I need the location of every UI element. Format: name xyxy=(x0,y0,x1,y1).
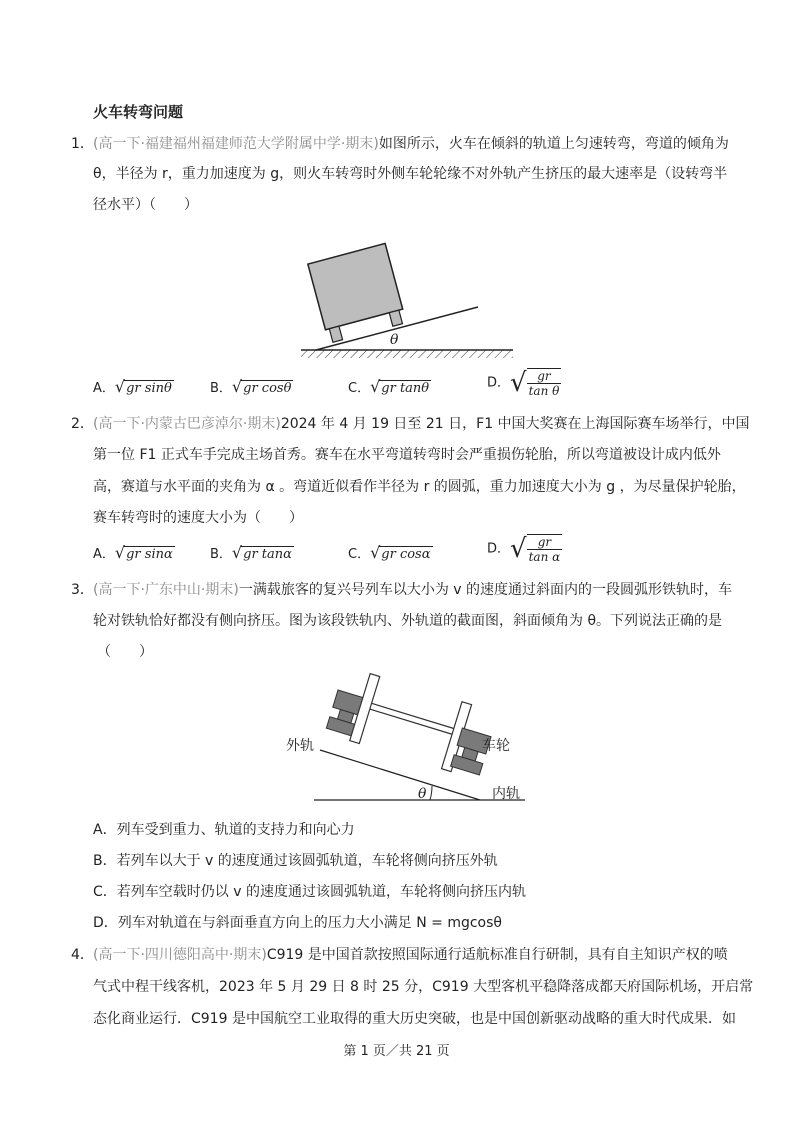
q4-text-line1: C919 是中国首款按照国际通行适航标准自行研制，具有自主知识产权的喷 xyxy=(266,947,728,963)
q3-figure-rail-section xyxy=(280,672,540,804)
q3-figure-theta-label: θ xyxy=(418,786,427,802)
q1-option-d-denominator: tan θ xyxy=(528,384,560,398)
q1-text-line1: 如图所示，火车在倾斜的轨道上匀速转弯，弯道的倾角为 xyxy=(378,136,729,152)
q2-option-d-numerator: gr xyxy=(527,535,563,550)
q4-text-line3: 态化商业运行．C919 是中国航空工业取得的重大历史突破，也是中国创新驱动战略的重大时代成果．如 xyxy=(93,1011,736,1027)
q2-option-b[interactable]: B．√gr tanα xyxy=(210,543,292,562)
q1-option-c[interactable]: C．√gr tanθ xyxy=(348,377,430,396)
q3-figure-wheel-label: 车轮 xyxy=(482,738,510,754)
q4-number: 4． xyxy=(71,947,94,963)
q1-number: 1． xyxy=(71,136,94,152)
q2-option-b-radicand: gr tanα xyxy=(243,547,292,562)
q1-option-b[interactable]: B．√gr cosθ xyxy=(210,377,292,396)
q2-text-line4: 赛车转弯时的速度大小为（ ） xyxy=(93,510,303,526)
q3-option-d[interactable]: D．列车对轨道在与斜面垂直方向上的压力大小满足 N = mgcosθ xyxy=(93,915,502,931)
q1-source: (高一下·福建福州福建师范大学附属中学·期末) xyxy=(93,136,379,152)
q3-text-line1: 一满载旅客的复兴号列车以大小为 v 的速度通过斜面内的一段圆弧形铁轨时，车 xyxy=(238,582,733,598)
q2-source: (高一下·内蒙古巴彦淖尔·期末) xyxy=(93,416,281,432)
q1-option-a-radicand: gr sinθ xyxy=(126,381,172,396)
q3-text-line3: （ ） xyxy=(97,644,153,660)
q2-text-line2: 第一位 F1 正式车手完成主场首秀。赛车在水平弯道转弯时会严重损伤轮胎，所以弯道被设计成内低外 xyxy=(93,447,721,463)
q3-text-line2: 轮对铁轨恰好都没有侧向挤压。图为该段铁轨内、外轨道的截面图，斜面倾角为 θ。下列说法正确的是 xyxy=(93,613,723,629)
q2-text-line1: 2024 年 4 月 19 日至 21 日，F1 中国大奖赛在上海国际赛车场举行，中国 xyxy=(280,416,750,432)
q1-figure-train-incline xyxy=(298,232,518,360)
q1-option-d-numerator: gr xyxy=(527,369,562,384)
q3-figure-inner-rail-label: 内轨 xyxy=(492,786,520,802)
q2-option-d-denominator: tan α xyxy=(528,550,561,564)
q1-option-d[interactable]: D．√ $\frac{gr}{\text{tan θ}}$ xyxy=(487,368,560,398)
q3-source: (高一下·广东中山·期末) xyxy=(93,582,239,598)
q2-option-d[interactable]: D．√ $\frac{gr}{\text{tan α}}$ xyxy=(487,534,561,564)
q1-option-a[interactable]: A．√gr sinθ xyxy=(93,377,172,396)
section-title: 火车转弯问题 xyxy=(93,103,184,121)
q2-option-a[interactable]: A．√gr sinα xyxy=(93,543,173,562)
q2-option-a-radicand: gr sinα xyxy=(126,547,173,562)
q3-option-c[interactable]: C．若列车空载时仍以 v 的速度通过该圆弧轨道，车轮将侧向挤压内轨 xyxy=(93,884,526,900)
q3-option-a[interactable]: A．列车受到重力、轨道的支持力和向心力 xyxy=(93,822,355,838)
q2-number: 2． xyxy=(71,416,94,432)
q2-text-line3: 高，赛道与水平面的夹角为 α 。弯道近似看作半径为 r 的圆弧，重力加速度大小为 g ，为尽量保护轮胎， xyxy=(93,479,746,495)
page-footer: 第 1 页／共 21 页 xyxy=(343,1044,450,1059)
q3-figure-outer-rail-label: 外轨 xyxy=(286,738,314,754)
q1-text-line2: θ，半径为 r，重力加速度为 g，则火车转弯时外侧车轮轮缘不对外轨产生挤压的最大速率是（设转弯半 xyxy=(93,166,728,182)
q4-text-line2: 气式中程干线客机，2023 年 5 月 29 日 8 时 25 分，C919 大型客机平稳降落成都天府国际机场，开启常 xyxy=(93,979,754,995)
q2-option-c[interactable]: C．√gr cosα xyxy=(348,543,431,562)
q1-figure-theta-label: θ xyxy=(390,332,399,348)
q2-option-c-radicand: gr cosα xyxy=(381,547,431,562)
q3-number: 3． xyxy=(71,582,94,598)
q1-option-b-radicand: gr cosθ xyxy=(243,381,292,396)
q3-option-b[interactable]: B．若列车以大于 v 的速度通过该圆弧轨道，车轮将侧向挤压外轨 xyxy=(93,853,498,869)
q4-source: (高一下·四川德阳高中·期末) xyxy=(93,947,267,963)
q1-text-line3: 径水平）（ ） xyxy=(93,197,198,213)
q1-option-c-radicand: gr tanθ xyxy=(381,381,430,396)
